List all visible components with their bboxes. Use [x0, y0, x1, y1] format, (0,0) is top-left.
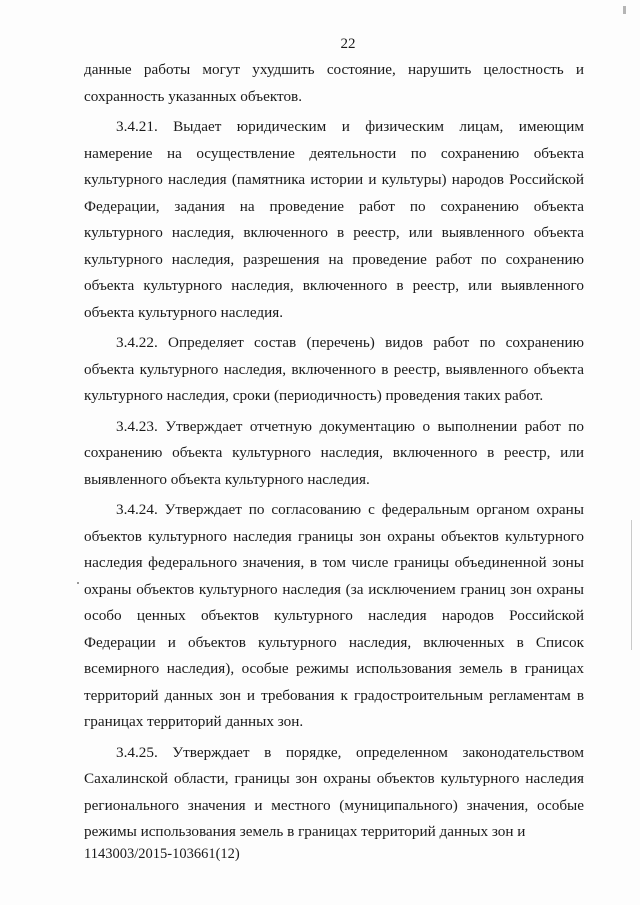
paragraph-3-4-21: 3.4.21. Выдает юридическим и физическим лицам, имеющим намерение на осуществление деятельности по сохранению объекта культурного наследия (памятника истории и культуры) народов Российской Федерации, задания на проведение работ по сохранению объекта культурного наследия, включенного в реестр, или выявленного объекта культурного наследия, разрешения на проведение работ по сохранению объекта культурного наследия, включенного в реестр, или выявленного объекта культурного наследия. [84, 118, 584, 321]
paragraph-3-4-24: 3.4.24. Утверждает по согласованию с федеральным органом охраны объектов культурного наследия границы зон охраны объектов культурного наследия федерального значения, в том числе границы объединенной зоны охраны объектов культурного наследия (за исключением границ зон охраны особо ценных объектов культурного наследия народов Российской Федерации и объектов культурного наследия, включенных в Список всемирного наследия), особые режимы использования земель в границах территорий данных зон и требования к градостроительным регламентам в границах территорий данных зон. [84, 501, 584, 730]
scan-edge-mark [631, 520, 632, 650]
paragraph-3-4-25: 3.4.25. Утверждает в порядке, определенном законодательством Сахалинской области, границы зон охраны объектов культурного наследия регионального значения и местного (муниципального) значения, особые режимы использования земель в границах территорий данных зон и [84, 743, 584, 840]
page-number: 22 [340, 36, 356, 52]
paragraph-3-4-23: 3.4.23. Утверждает отчетную документацию о выполнении работ по сохранению объекта культурного наследия, включенного в реестр, или выявленного объекта культурного наследия. [84, 417, 584, 488]
document-footer-code: 1143003/2015-103661(12) [84, 846, 240, 862]
paragraph-continuation: данные работы могут ухудшить состояние, нарушить целостность и сохранность указанных объектов. [84, 61, 584, 105]
scan-dot [77, 582, 79, 584]
scan-artifact [623, 6, 626, 14]
page-body [84, 57, 584, 846]
paragraph-3-4-22: 3.4.22. Определяет состав (перечень) видов работ по сохранению объекта культурного наследия, включенного в реестр, выявленного объекта культурного наследия, сроки (периодичность) проведения таких работ. [84, 334, 584, 404]
